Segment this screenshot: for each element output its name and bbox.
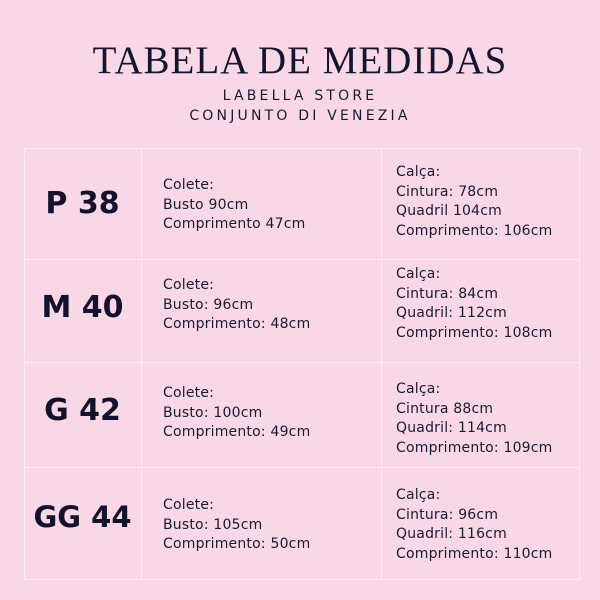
calca-heading: Calça: bbox=[396, 487, 441, 503]
calca-comprimento: Comprimento: 109cm bbox=[396, 439, 553, 456]
calca-measurements bbox=[396, 163, 553, 241]
column-divider bbox=[579, 149, 580, 580]
calca-comprimento: Comprimento: 110cm bbox=[396, 545, 553, 562]
calca-comprimento: Comprimento: 106cm bbox=[396, 222, 553, 239]
calca-heading: Calça: bbox=[396, 266, 441, 282]
colete-comprimento: Comprimento 47cm bbox=[163, 216, 306, 232]
product-name: CONJUNTO DI VENEZIA bbox=[189, 108, 411, 124]
calca-comprimento: Comprimento: 108cm bbox=[396, 324, 553, 341]
row-divider bbox=[24, 467, 580, 468]
colete-heading: Colete: bbox=[163, 385, 215, 401]
colete-busto: Busto: 96cm bbox=[163, 296, 254, 313]
colete-measurements bbox=[163, 384, 310, 443]
size-label: P 38 bbox=[45, 186, 120, 221]
calca-quadril: Quadril 104cm bbox=[396, 203, 503, 219]
column-divider bbox=[141, 149, 142, 580]
colete-heading: Colete: bbox=[163, 497, 215, 513]
calca-measurements bbox=[396, 486, 553, 564]
colete-busto: Busto: 105cm bbox=[163, 516, 263, 533]
row-divider bbox=[24, 259, 580, 260]
calca-cintura: Cintura: 96cm bbox=[396, 506, 499, 523]
store-name: LABELLA STORE bbox=[222, 88, 378, 104]
calca-quadril: Quadril: 112cm bbox=[396, 305, 507, 321]
calca-measurements bbox=[396, 380, 553, 458]
calca-measurements bbox=[396, 265, 553, 343]
colete-comprimento: Comprimento: 50cm bbox=[163, 536, 311, 552]
size-label: M 40 bbox=[41, 290, 124, 325]
colete-comprimento: Comprimento: 49cm bbox=[163, 424, 311, 440]
colete-busto: Busto: 100cm bbox=[163, 404, 263, 421]
colete-measurements bbox=[163, 496, 310, 555]
calca-quadril: Quadril: 116cm bbox=[396, 526, 507, 542]
calca-quadril: Quadril: 114cm bbox=[396, 420, 507, 436]
table-border-bottom bbox=[24, 579, 580, 580]
calca-cintura: Cintura 88cm bbox=[396, 400, 494, 417]
colete-measurements bbox=[163, 276, 310, 335]
colete-heading: Colete: bbox=[163, 177, 215, 193]
calca-cintura: Cintura: 84cm bbox=[396, 285, 499, 302]
page-title: TABELA DE MEDIDAS bbox=[92, 39, 508, 82]
row-divider bbox=[24, 362, 580, 363]
colete-measurements bbox=[163, 176, 306, 235]
size-label: G 42 bbox=[44, 393, 121, 428]
calca-cintura: Cintura: 78cm bbox=[396, 183, 499, 200]
calca-heading: Calça: bbox=[396, 164, 441, 180]
column-divider bbox=[381, 149, 382, 580]
table-border-top bbox=[24, 148, 580, 149]
colete-comprimento: Comprimento: 48cm bbox=[163, 316, 311, 332]
calca-heading: Calça: bbox=[396, 381, 441, 397]
size-label: GG 44 bbox=[33, 500, 132, 534]
colete-heading: Colete: bbox=[163, 277, 215, 293]
colete-busto: Busto 90cm bbox=[163, 196, 249, 213]
